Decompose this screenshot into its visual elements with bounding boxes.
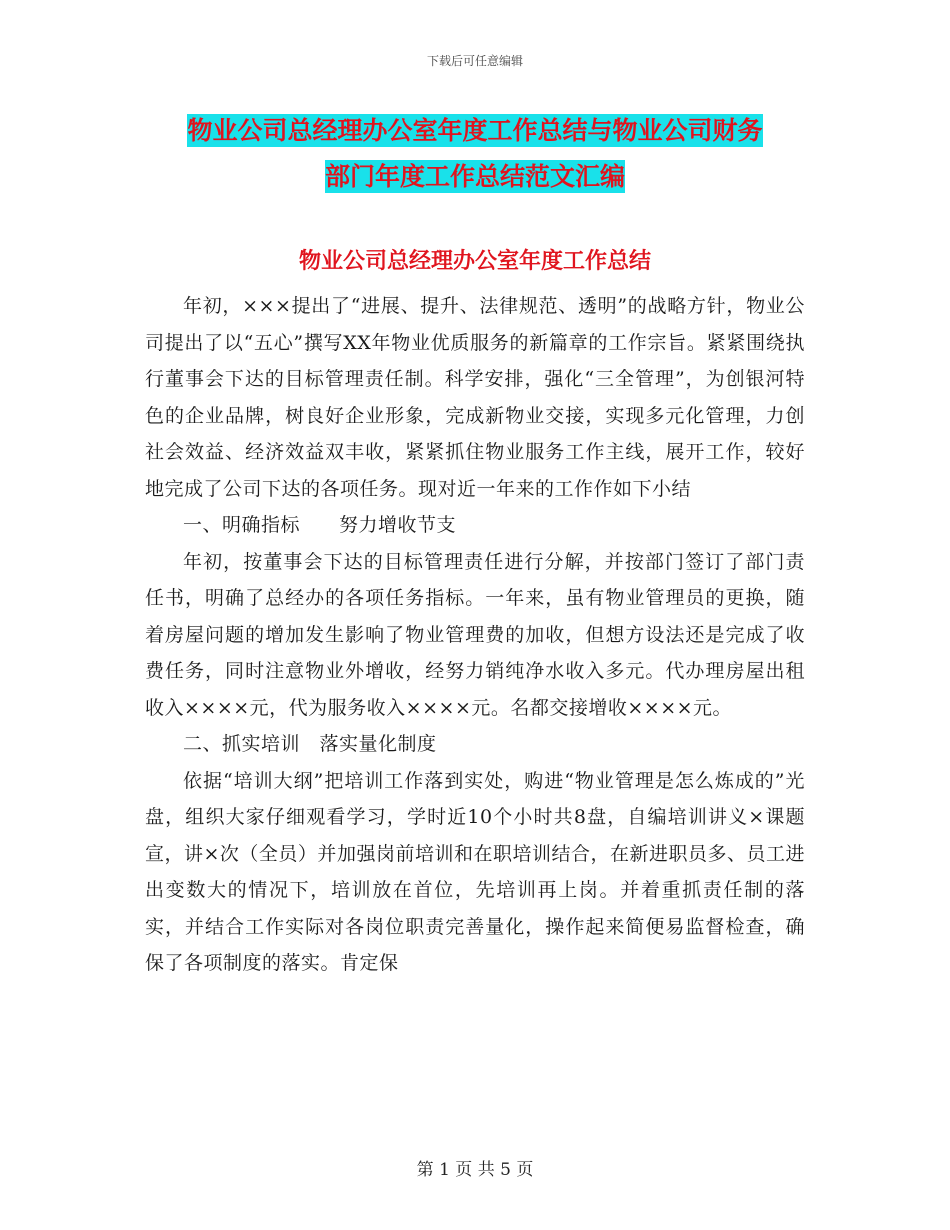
heading-2: 二、抓实培训 落实量化制度 bbox=[183, 733, 437, 755]
page-number: 第 1 页 共 5 页 bbox=[416, 1160, 534, 1180]
title-line-1: 物业公司总经理办公室年度工作总结与物业公司财务 bbox=[187, 116, 763, 145]
heading-1: 一、明确指标 努力增收节支 bbox=[183, 514, 457, 536]
paragraph-2: 依据“培训大纲”把培训工作落到实处，购进“物业管理是怎么炼成的”光盘，组织大家仔细观看学习，学时近10个小时共8盘，自编培训讲义×课题宣，讲×次（全员）并加强岗前培训和在职培训结合，在新进职员多、员工进出变数大的情况下，培训放在首位，先培训再上岗。并着重抓责任制的落实，并结合工作实际对各岗位职责完善量化，操作起来简便易监督检查，确保了各项制度的落实。肯定保 bbox=[145, 769, 805, 974]
header-note: 下载后可任意编辑 bbox=[426, 54, 523, 68]
paragraph-intro: 年初，×××提出了“进展、提升、法律规范、透明”的战略方针，物业公司提出了以“五心”撰写XX年物业优质服务的新篇章的工作宗旨。紧紧围绕执行董事会下达的目标管理责任制。科学安排，强化“三全管理”，为创银河特色的企业品牌，树良好企业形象，完成新物业交接，实现多元化管理，力创社会效益、经济效益双丰收，紧紧抓住物业服务工作主线，展开工作，较好地完成了公司下达的各项任务。现对近一年来的工作作如下小结 bbox=[145, 295, 805, 500]
document-body bbox=[145, 288, 805, 982]
title-line-2: 部门年度工作总结范文汇编 bbox=[324, 162, 625, 191]
paragraph-1: 年初，按董事会下达的目标管理责任进行分解，并按部门签订了部门责任书，明确了总经办的各项任务指标。一年来，虽有物业管理员的更换，随着房屋问题的增加发生影响了物业管理费的加收，但想方设法还是完成了收费任务，同时注意物业外增收，经努力销纯净水收入多元。代办理房屋出租收入××××元，代为服务收入××××元。名都交接增收××××元。 bbox=[145, 550, 805, 719]
document-title bbox=[145, 108, 805, 200]
section-title: 物业公司总经理办公室年度工作总结 bbox=[298, 249, 651, 274]
